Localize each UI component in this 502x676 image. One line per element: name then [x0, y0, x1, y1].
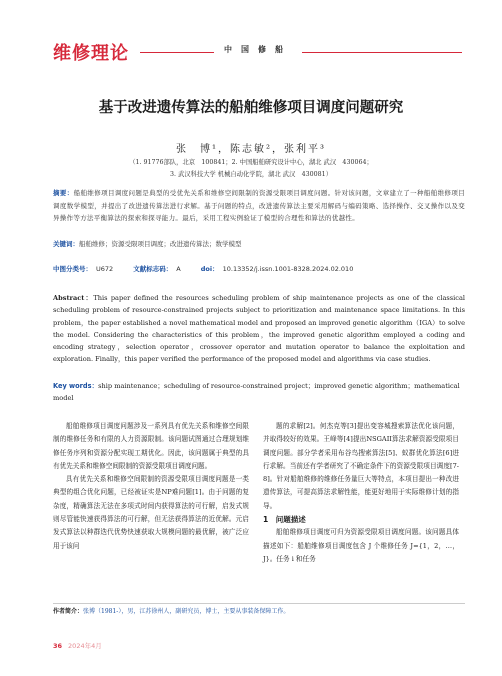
- classification-line: [53, 264, 465, 273]
- en-abstract-label: Abstract：: [53, 294, 94, 302]
- keywords-text: 船舶维修；资源受限项目调度；改进遗传算法；数学模型: [79, 240, 242, 248]
- author-footnote: [53, 606, 465, 615]
- section-heading: 1 问题描述: [263, 515, 306, 525]
- authors: 张 博¹，陈志敏²，张利平³: [175, 144, 327, 155]
- abstract-text: 船舶维修项目调度问题是典型的受优先关系和维修空间限制的资源受限项目调度问题。针对该问题，文章建立了一种船舶维修项目调度数学模型，并提出了改进遗传算法进行求解。基于问题的特点，改进遗传算法主要采用解码与编码策略、选择操作、交叉操作以及变异操作等方法平衡算法的探索和探寻能力。最后，采用工程实例验证了模型的合理性和算法的优越性。: [53, 189, 465, 223]
- en-abstract-text: This paper defined the resources scheduling problem of ship maintenance projects as one of the classical scheduling problem of resource-constrained projects subject to prioritization and maintenance space limitations. In this problem，the paper established a novel mathematical model and proposed an improved genetic algorithm（IGA）to solve the model. Considering the characteristics of this problem，the improved genetic algorithm employed a coding and encoding strategy，selection operator，crossover operator and mutation operator to balance the exploitation and exploration. Finally，this paper verified the performance of the proposed model and algorithms via case studies.: [53, 294, 465, 364]
- footnote-text: 张博（1981-），男，江苏徐州人，副研究员，博士，主要从事装备保障工作。: [83, 608, 290, 615]
- abstract-cn: [53, 187, 465, 225]
- issue-date: 2024年4月: [68, 642, 102, 650]
- affiliation-1: （1. 91776部队，北京 100841；2. 中国船舶研究设计中心，湖北 武汉 430064；: [129, 159, 373, 166]
- keywords-en: [53, 380, 465, 405]
- body-column-right: [263, 420, 459, 566]
- section-title: 维修理论: [53, 43, 129, 64]
- cls-value: U672: [96, 265, 114, 273]
- footnote-rule: [53, 603, 465, 604]
- abstract-label: 摘要：: [53, 189, 74, 197]
- body-column-left: [53, 420, 249, 553]
- doi-label: doi：: [200, 265, 219, 273]
- page-number: 36: [53, 642, 63, 650]
- body-paragraph: 具有优先关系和维修空间限制的资源受限项目调度问题是一类典型的组合优化问题，已经被证实是NP难问题[1]。由于问题的复杂度，精确算法无法在多项式时间内获得算法的可行解，启发式规则尽管能快速获得算法的可行解，但无法获得算法的近优解。元启发式算法以种群迭代优势快速获取大规模问题的最优解，被广泛应用于该问: [53, 475, 249, 550]
- page-header: [0, 0, 502, 72]
- paper-title: 基于改进遗传算法的船舶维修项目调度问题研究: [98, 100, 404, 116]
- keywords-label: 关键词：: [53, 240, 79, 248]
- page-footer: [53, 641, 102, 650]
- en-keywords-label: Key words：: [53, 382, 99, 390]
- body-paragraph: 船舶维修项目调度问题涉及一系列具有优先关系和维修空间限制的维修任务和有限的人力资源限制。该问题试图通过合理规划维修任务序列和资源分配实现工期优化。因此，该问题属于典型的具有优先关系和维修空间限制的资源受限项目调度问题。: [53, 422, 249, 470]
- journal-name: 中国修船: [214, 44, 302, 55]
- cls-label: 中图分类号：: [53, 265, 92, 273]
- affiliation-2: 3. 武汉科技大学 机械自动化学院，湖北 武汉 430081）: [170, 171, 332, 178]
- keywords-cn: [53, 239, 465, 248]
- doc-code-value: A: [176, 265, 181, 273]
- abstract-en: [53, 292, 465, 366]
- doi-value: 10.13352/j.issn.1001-8328.2024.02.010: [222, 265, 354, 273]
- en-keywords-text: ship maintenance；scheduling of resource-constrained project；improved genetic algorithm；mathematical model: [53, 382, 460, 403]
- body-paragraph: 船舶维修项目调度可归为资源受限项目调度问题。该问题具体描述如下：船舶维修项目调度包含 J 个维修任务 J={1，2，…，J}。任务 i 和任务: [263, 528, 459, 563]
- footnote-label: 作者简介：: [53, 608, 84, 615]
- body-paragraph: 题的求解[2]。何杰克等[3]提出变容城搜索算法优化该问题，并取得较好的效果。王峰等[4]提出NSGAII算法求解资源受限项目调度问题。部分学者采用布谷鸟搜索算法[5]、蚁群优化算法[6]进行求解。当前还有学者研究了不确定条件下的资源受限项目调度[7-8]。针对船舶维修的维修任务量巨大等特点，本项目提出一种改进遗传算法，可提高算法求解性能，能更好地用于实际维修计划的指导。: [263, 422, 459, 510]
- doc-code-label: 文献标志码：: [133, 265, 173, 273]
